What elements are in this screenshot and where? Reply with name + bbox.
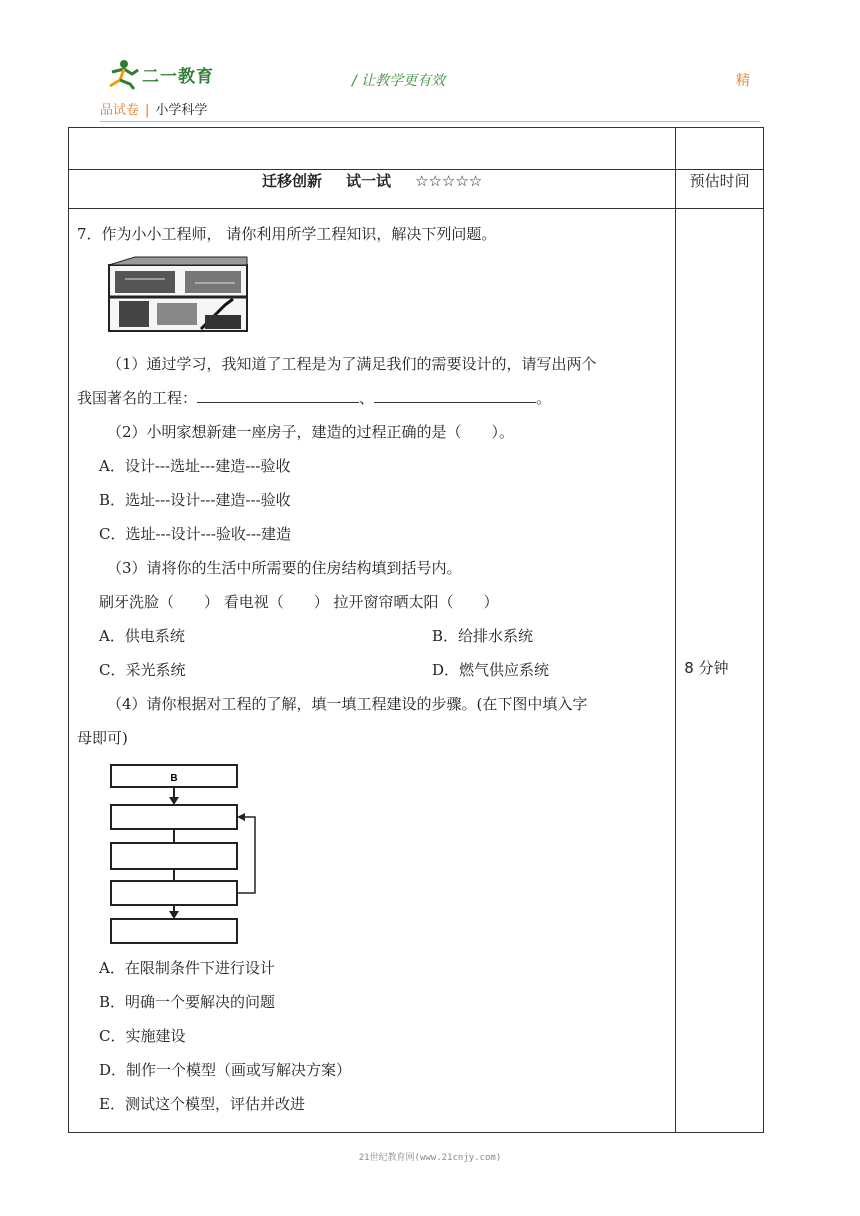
q4-option: D．制作一个模型（画或写解决方案） [99, 1061, 352, 1079]
q3-option: D．燃气供应系统 [432, 661, 550, 679]
header-subtitle [100, 99, 207, 118]
worksheet-table [68, 127, 764, 1133]
answer-blank-1[interactable] [197, 384, 359, 403]
time-header: 预估时间 [676, 170, 764, 209]
q4-option: A．在限制条件下进行设计 [99, 959, 275, 977]
q4-line1: （4）请你根据对工程的了解，填一填工程建设的步骤。(在下图中填入字 [107, 695, 588, 713]
estimated-time: 8 分钟 [684, 659, 729, 677]
logo-text: 二一教育 [142, 67, 214, 87]
flow-box-5[interactable] [111, 919, 237, 943]
q3-fill-line: 刷牙洗脸（ ） 看电视（ ） 拉开窗帘晒太阳（ ） [99, 593, 499, 611]
house-illustration [77, 255, 675, 341]
q3-option: B．给排水系统 [432, 627, 534, 645]
q2-option: A．设计---选址---建造---验收 [99, 457, 291, 475]
q3-option: A．供电系统 [99, 627, 185, 645]
section-title: 迁移创新 [261, 172, 322, 190]
flowchart [77, 761, 675, 951]
flow-box-2[interactable] [111, 805, 237, 829]
q3-option: C．采光系统 [99, 661, 186, 679]
site-logo [104, 58, 234, 90]
q1-prefix: 我国著名的工程： [77, 389, 198, 407]
flow-box-4[interactable] [111, 881, 237, 905]
q4-option: B．明确一个要解决的问题 [99, 993, 276, 1011]
time-cell [676, 209, 764, 1133]
q4-option: E．测试这个模型，评估并改进 [99, 1095, 305, 1113]
q1-end: 。 [536, 389, 552, 407]
slogan: / 让教学更有效 [352, 73, 446, 89]
q4-line2: 母即可) [77, 729, 128, 747]
answer-blank-2[interactable] [374, 384, 536, 403]
q4-option: C．实施建设 [99, 1027, 186, 1045]
q2-text: （2）小明家想新建一座房子，建造的过程正确的是（ ）。 [107, 423, 515, 441]
q3-text: （3）请将你的生活中所需要的住房结构填到括号内。 [107, 559, 462, 577]
q2-option: C．选址---设计---验收---建造 [99, 525, 292, 543]
footer: 21世纪教育网(www.21cnjy.com) [358, 1153, 502, 1163]
empty-cell [69, 128, 676, 170]
q1-line1: （1）通过学习，我知道了工程是为了满足我们的需要设计的，请写出两个 [107, 355, 597, 373]
section-action: 试一试 [345, 172, 391, 190]
subtitle-right: 小学科学 [155, 103, 208, 118]
section-header [69, 170, 676, 209]
corner-label: 精 [736, 73, 750, 89]
q1-separator: 、 [359, 389, 375, 407]
flow-box-1-label: B [170, 773, 178, 784]
flow-box-3[interactable] [111, 843, 237, 869]
q1-line2 [77, 381, 675, 415]
question-stem: 7．作为小小工程师， 请你利用所学工程知识，解决下列问题。 [77, 225, 497, 243]
question-cell [69, 209, 676, 1133]
subtitle-separator: | [145, 103, 150, 118]
difficulty-stars: ☆☆☆☆☆ [415, 172, 483, 190]
subtitle-left: 品试卷 [100, 103, 140, 118]
q2-option: B．选址---设计---建造---验收 [99, 491, 291, 509]
runner-logo-icon [104, 58, 144, 90]
empty-cell [676, 128, 764, 170]
header-divider [100, 121, 760, 122]
